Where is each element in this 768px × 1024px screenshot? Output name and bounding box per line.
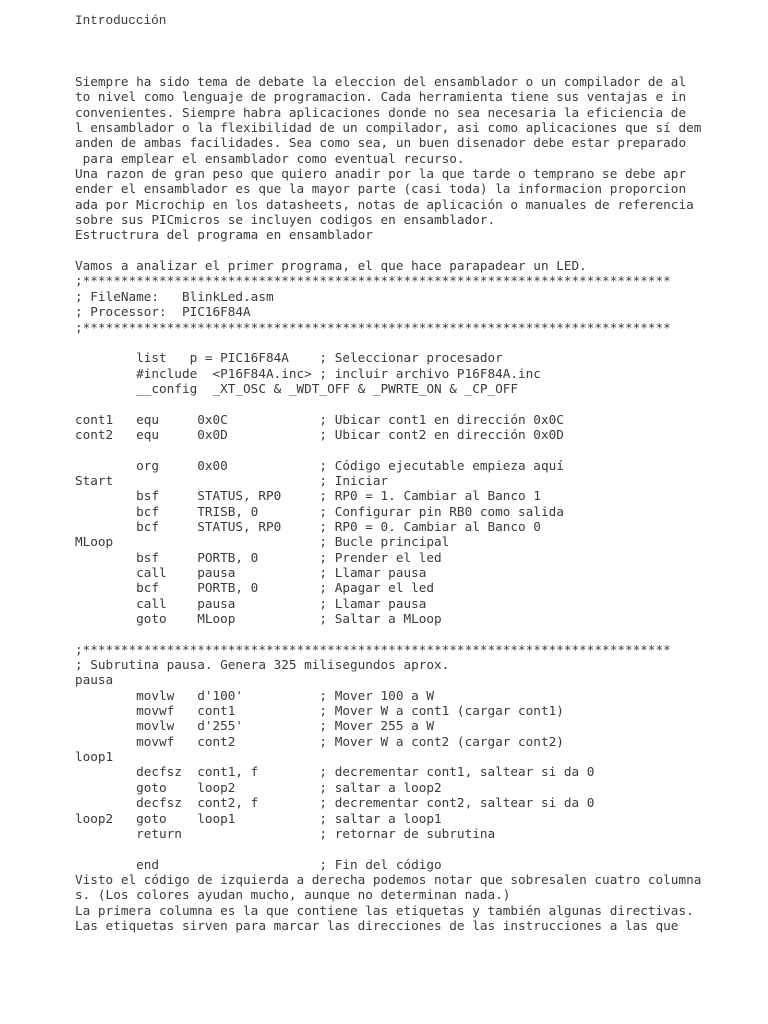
document-line: convenientes. Siempre habra aplicaciones donde no sea necesaria la eficiencia de [75, 104, 687, 120]
document-line: bsf PORTB, 0 ; Prender el led [75, 549, 442, 565]
document-line: decfsz cont1, f ; decrementar cont1, saltear si da 0 [75, 764, 595, 780]
document-line: movwf cont2 ; Mover W a cont2 (cargar cont2) [75, 733, 564, 749]
document-line: movwf cont1 ; Mover W a cont1 (cargar cont1) [75, 703, 564, 719]
document-line: __config _XT_OSC & _WDT_OFF & _PWRTE_ON & _CP_OFF [75, 380, 519, 396]
document-line: Visto el código de izquierda a derecha podemos notar que sobresalen cuatro columna [75, 871, 702, 887]
document-line: decfsz cont2, f ; decrementar cont2, saltear si da 0 [75, 795, 595, 811]
document-line: anden de ambas facilidades. Sea como sea, un buen disenador debe estar preparado [75, 135, 687, 151]
document-line: ender el ensamblador es que la mayor parte (casi toda) la informacion proporcion [75, 181, 687, 197]
document-line: list p = PIC16F84A ; Seleccionar procesador [75, 350, 503, 366]
document-title: Introducción [75, 13, 167, 28]
document-line: sobre sus PICmicros se incluyen codigos en ensamblador. [75, 212, 496, 228]
document-line: ; Subrutina pausa. Genera 325 milisegundos aprox. [75, 657, 450, 673]
document-line: ada por Microchip en los datasheets, notas de aplicación o manuales de referencia [75, 196, 694, 212]
document-line: Estructrura del programa en ensamblador [75, 227, 373, 243]
document-line: return ; retornar de subrutina [75, 825, 496, 841]
document-line: movlw d'255' ; Mover 255 a W [75, 718, 435, 734]
document-line: pausa [75, 672, 114, 688]
document-line: end ; Fin del código [75, 856, 442, 872]
document-line: ;***************************************************************************** [75, 641, 671, 657]
document-line: goto MLoop ; Saltar a MLoop [75, 611, 442, 627]
document-line: loop2 goto loop1 ; saltar a loop1 [75, 810, 442, 826]
document-line: MLoop ; Bucle principal [75, 534, 450, 550]
document-line: bsf STATUS, RP0 ; RP0 = 1. Cambiar al Banco 1 [75, 488, 541, 504]
document-line: Start ; Iniciar [75, 472, 389, 488]
document-line: cont1 equ 0x0C ; Ubicar cont1 en dirección 0x0C [75, 411, 564, 427]
document-line: bcf TRISB, 0 ; Configurar pin RB0 como salida [75, 503, 564, 519]
document-line: goto loop2 ; saltar a loop2 [75, 779, 442, 795]
document-line: l ensamblador o la flexibilidad de un compilador, asi como aplicaciones que sí dem [75, 120, 702, 136]
document-line: Las etiquetas sirven para marcar las direcciones de las instrucciones a las que [75, 917, 679, 933]
document-line: #include <P16F84A.inc> ; incluir archivo P16F84A.inc [75, 365, 541, 381]
document-line: Una razon de gran peso que quiero anadir por la que tarde o temprano se debe apr [75, 166, 687, 182]
document-line: loop1 [75, 749, 114, 765]
document-line: bcf PORTB, 0 ; Apagar el led [75, 580, 435, 596]
document-line: bcf STATUS, RP0 ; RP0 = 0. Cambiar al Banco 0 [75, 518, 541, 534]
document-line: org 0x00 ; Código ejecutable empieza aquí [75, 457, 564, 473]
document-line: s. (Los colores ayudan mucho, aunque no determinan nada.) [75, 887, 511, 903]
document-line: ;***************************************************************************** [75, 273, 671, 289]
document-line: para emplear el ensamblador como eventual recurso. [75, 150, 465, 166]
document-line: Siempre ha sido tema de debate la eleccion del ensamblador o un compilador de al [75, 74, 687, 89]
document-line: cont2 equ 0x0D ; Ubicar cont2 en dirección 0x0D [75, 426, 564, 442]
document-line: ; FileName: BlinkLed.asm [75, 288, 274, 304]
document-line: ; Processor: PIC16F84A [75, 304, 251, 320]
document-line: movlw d'100' ; Mover 100 a W [75, 687, 435, 703]
document-line: call pausa ; Llamar pausa [75, 595, 427, 611]
document-line: to nivel como lenguaje de programacion. Cada herramienta tiene sus ventajas e in [75, 89, 687, 105]
document-line: Vamos a analizar el primer programa, el que hace parapadear un LED. [75, 258, 587, 274]
document-body [75, 74, 701, 933]
document-line: call pausa ; Llamar pausa [75, 565, 427, 580]
document-line: La primera columna es la que contiene las etiquetas y también algunas directivas. [75, 902, 694, 918]
document-line: ;***************************************************************************** [75, 319, 671, 335]
